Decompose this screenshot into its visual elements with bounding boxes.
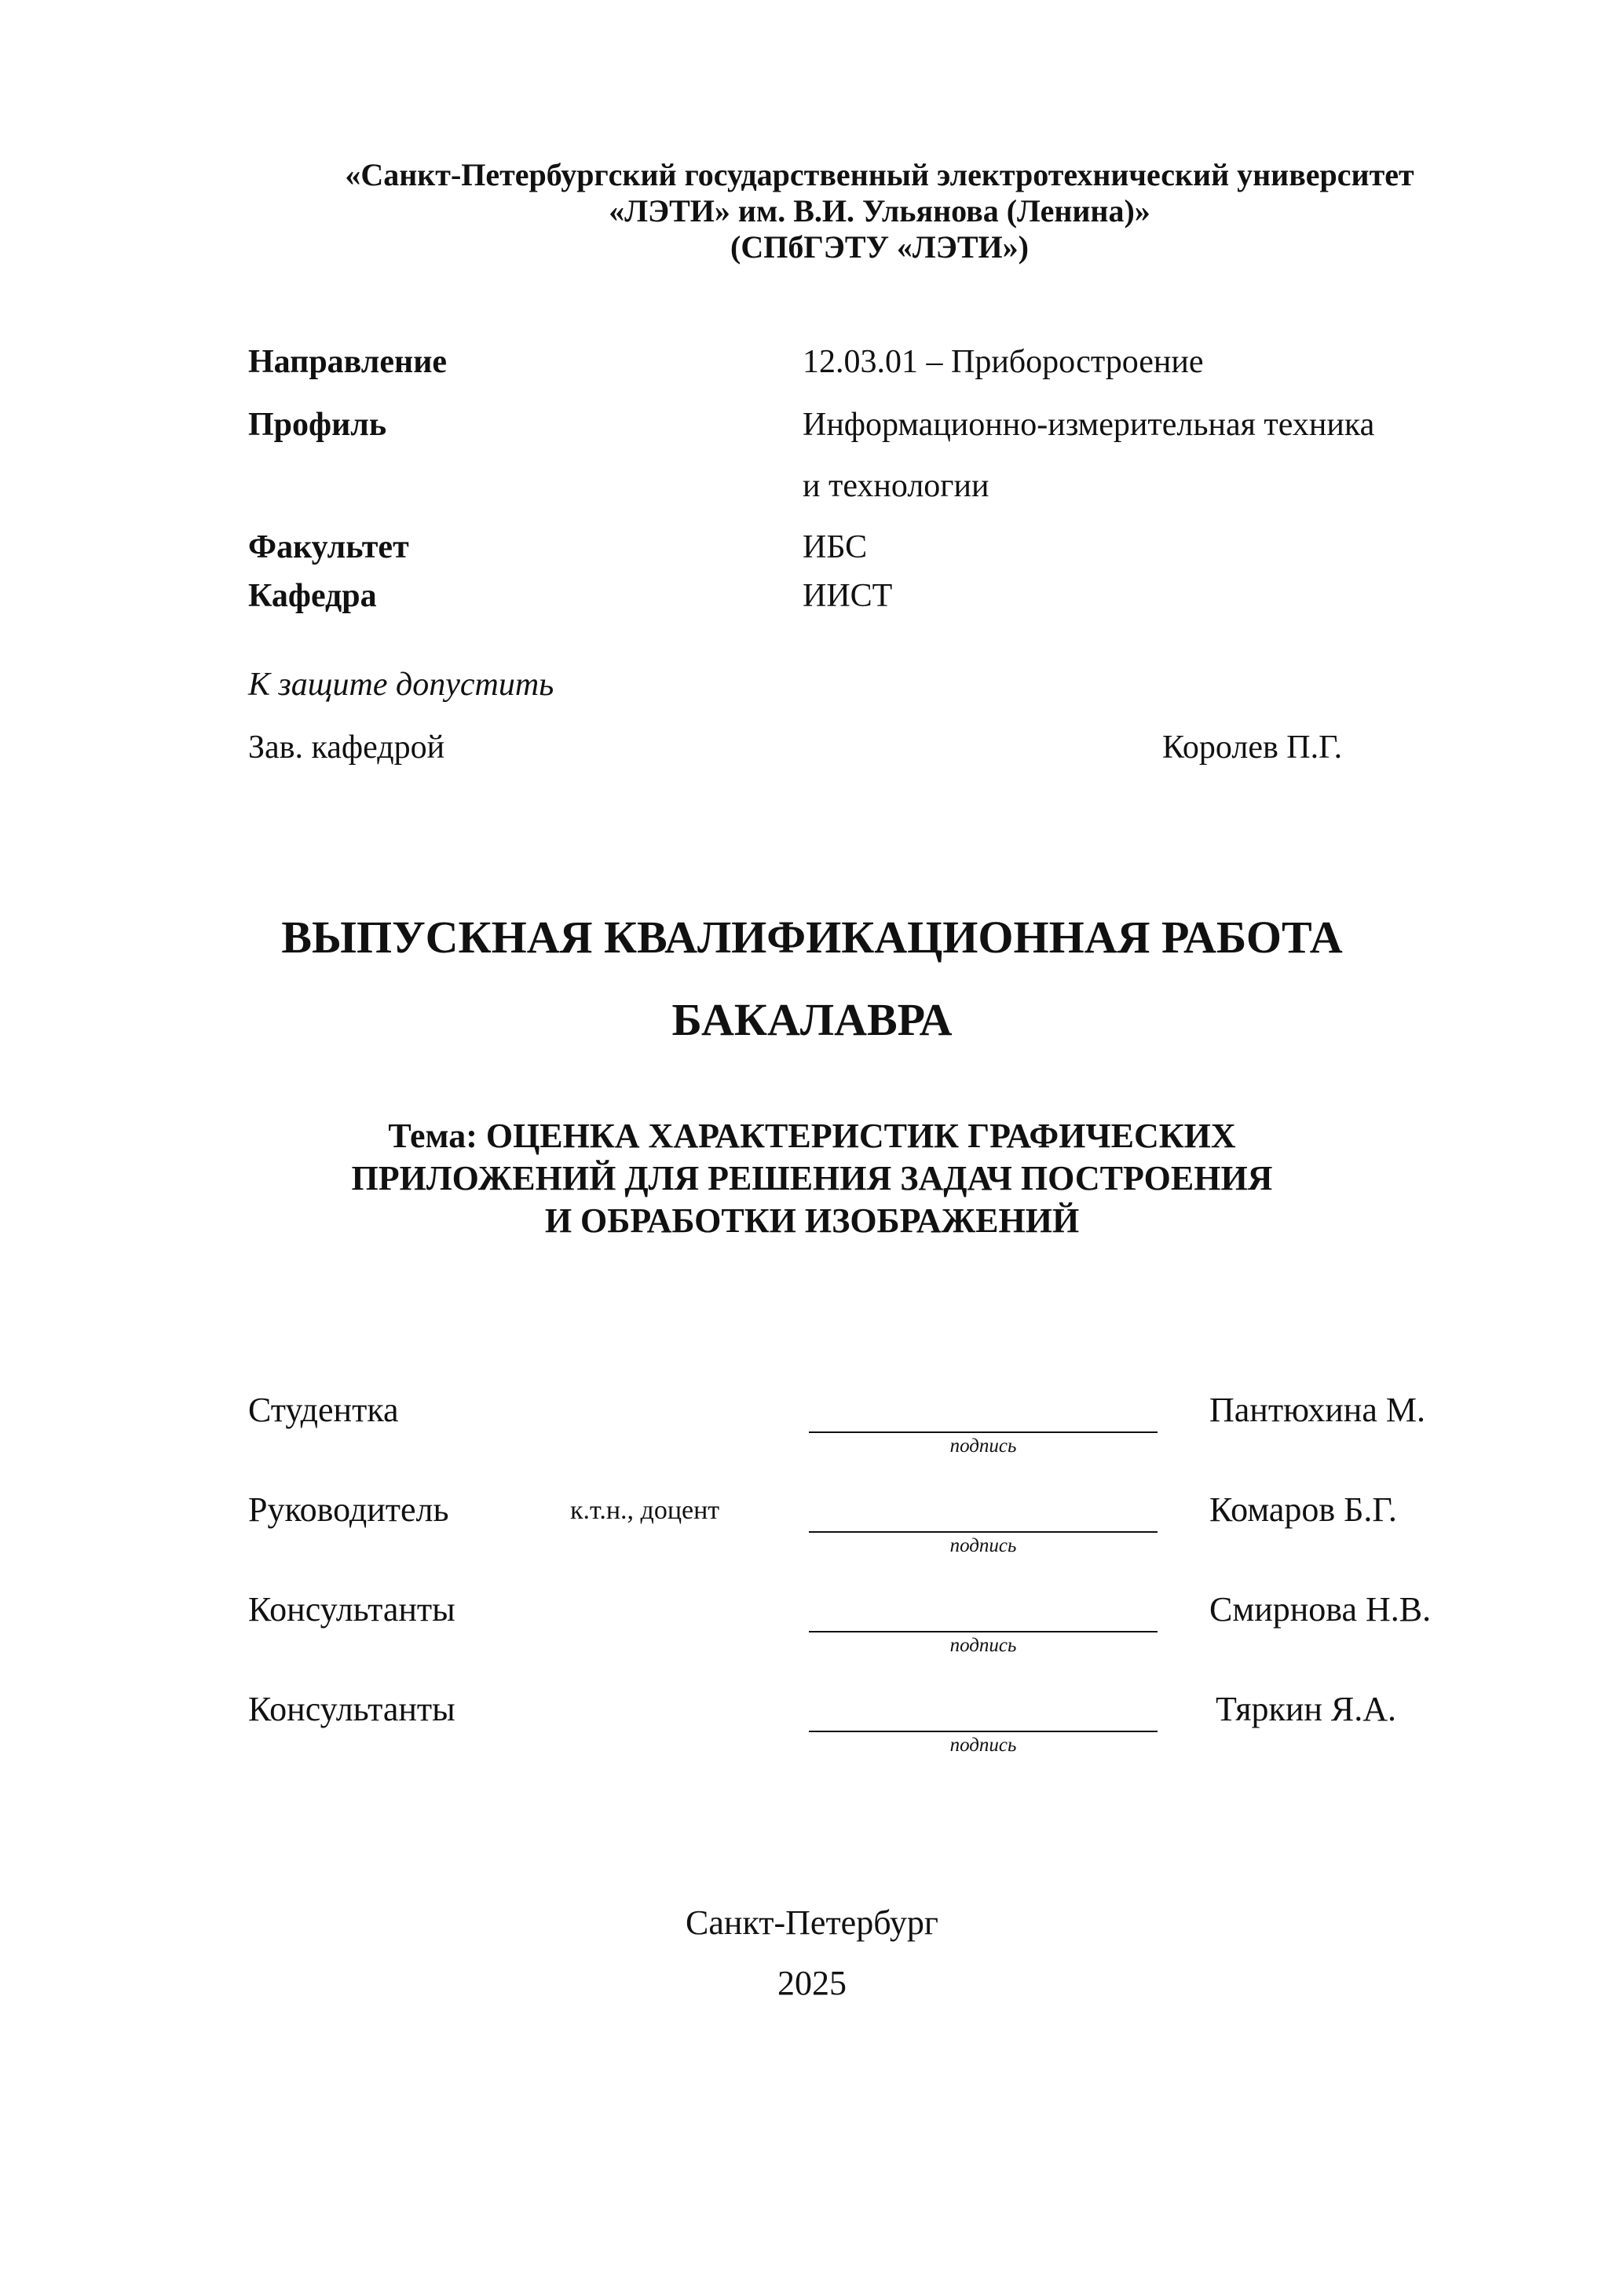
profile-label: Профиль: [248, 407, 387, 443]
signature-line: [809, 1531, 1158, 1533]
signature-role: Консультанты: [248, 1590, 455, 1629]
faculty-value: ИБС: [803, 529, 868, 565]
signature-caption: подпись: [949, 1535, 1017, 1556]
direction-value: 12.03.01 – Приборостроение: [803, 344, 1204, 380]
thesis-topic: [0, 1115, 1624, 1242]
signature-line: [809, 1431, 1158, 1433]
head-of-department-label: Зав. кафедрой: [248, 729, 445, 766]
profile-value-line1: Информационно-измерительная техника: [803, 407, 1375, 443]
thesis-topic-line2: ПРИЛОЖЕНИЙ ДЛЯ РЕШЕНИЯ ЗАДАЧ ПОСТРОЕНИЯ: [351, 1159, 1273, 1197]
university-name-line2: «ЛЭТИ» им. В.И. Ульянова (Ленина)»: [609, 193, 1150, 229]
direction-label: Направление: [248, 344, 448, 380]
signature-name: Пантюхина М.: [1209, 1391, 1425, 1429]
signature-degree: к.т.н., доцент: [570, 1496, 720, 1525]
admission-note: К защите допустить: [248, 667, 554, 703]
thesis-title-line1: ВЫПУСКНАЯ КВАЛИФИКАЦИОННАЯ РАБОТА: [281, 912, 1343, 963]
signature-role: Руководитель: [248, 1490, 449, 1529]
head-of-department-name: Королев П.Г.: [1162, 729, 1343, 766]
thesis-topic-line3: И ОБРАБОТКИ ИЗОБРАЖЕНИЙ: [544, 1201, 1080, 1240]
signature-name: Смирнова Н.В.: [1209, 1590, 1432, 1629]
footer-city: Санкт-Петербург: [686, 1903, 938, 1942]
thesis-title-line2: БАКАЛАВРА: [671, 994, 953, 1045]
signature-role: Студентка: [248, 1391, 399, 1429]
signature-role: Консультанты: [248, 1690, 455, 1728]
signature-caption: подпись: [949, 1635, 1017, 1656]
signature-caption: подпись: [949, 1735, 1017, 1756]
signature-name: Комаров Б.Г.: [1209, 1490, 1397, 1529]
signature-caption: подпись: [949, 1435, 1017, 1457]
footer-year: 2025: [777, 1964, 847, 2002]
university-abbreviation: (СПбГЭТУ «ЛЭТИ»): [730, 229, 1029, 265]
faculty-label: Факультет: [248, 529, 409, 565]
signature-line: [809, 1731, 1158, 1732]
thesis-topic-line1: Тема: ОЦЕНКА ХАРАКТЕРИСТИК ГРАФИЧЕСКИХ: [388, 1117, 1236, 1155]
department-label: Кафедра: [248, 578, 377, 614]
signature-line: [809, 1631, 1158, 1632]
university-header: [157, 157, 1602, 265]
department-value: ИИСТ: [803, 578, 893, 614]
signature-name: Тяркин Я.А.: [1216, 1690, 1397, 1728]
profile-value-line2: и технологии: [803, 468, 989, 504]
university-name-line1: «Санкт-Петербургский государственный электротехнический университет: [345, 157, 1414, 192]
